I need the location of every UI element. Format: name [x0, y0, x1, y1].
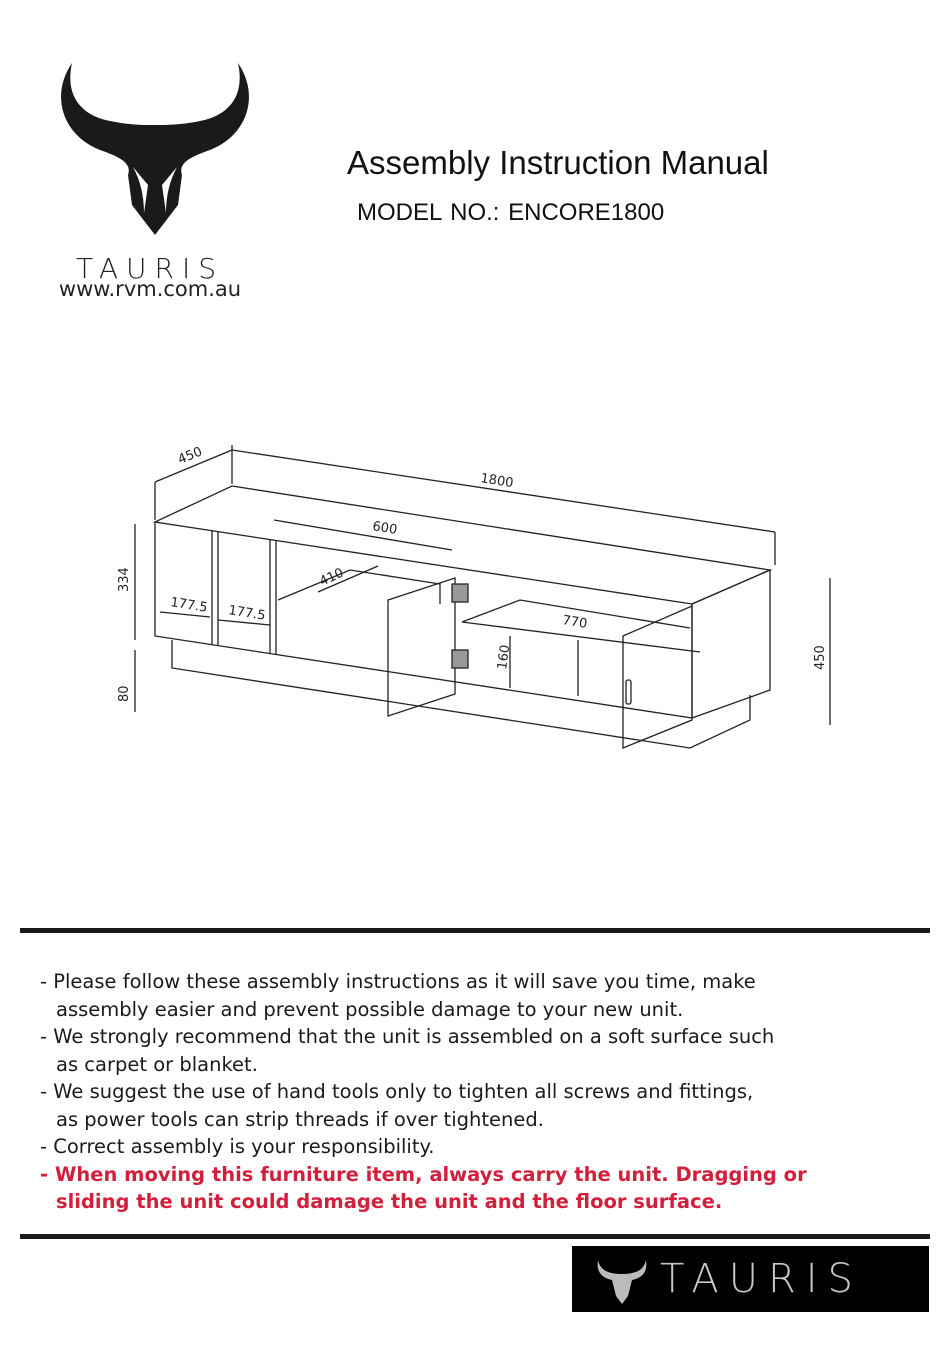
note-item: - We suggest the use of hand tools only to tighten all screws and fittings, as power tools can strip threads if over tightened.	[40, 1080, 754, 1131]
svg-text:770: 770	[561, 613, 589, 632]
bull-head-icon	[592, 1250, 652, 1310]
note-item: - We strongly recommend that the unit is assembled on a soft surface such as carpet or blanket.	[40, 1025, 775, 1076]
svg-text:177.5: 177.5	[169, 595, 209, 616]
brand-wordmark: TAURIS	[75, 252, 225, 285]
note-item: - Please follow these assembly instructions as it will save you time, make assembly easier and prevent possible damage to your new unit.	[40, 970, 756, 1021]
bull-head-icon	[40, 55, 270, 255]
svg-text:450: 450	[175, 444, 205, 468]
divider-bottom	[20, 1234, 930, 1239]
model-number: MODEL NO.: ENCORE1800	[357, 199, 665, 226]
note-item: - Correct assembly is your responsibility.	[40, 1135, 435, 1158]
svg-text:410: 410	[317, 565, 347, 590]
svg-text:334: 334	[117, 567, 132, 592]
svg-text:600: 600	[371, 519, 399, 538]
footer-wordmark: TAURIS	[660, 1256, 863, 1302]
svg-text:177.5: 177.5	[227, 603, 267, 624]
svg-text:160: 160	[495, 643, 514, 671]
warning-note: - When moving this furniture item, always carry the unit. Dragging or sliding the unit could damage the unit and the floor surface.	[40, 1162, 807, 1213]
product-dimension-diagram	[100, 430, 860, 760]
svg-text:80: 80	[117, 685, 132, 702]
svg-text:450: 450	[813, 645, 828, 670]
svg-text:1800: 1800	[479, 471, 515, 492]
brand-url: www.rvm.com.au	[58, 277, 242, 301]
page-title: Assembly Instruction Manual	[347, 144, 769, 181]
assembly-notes	[40, 968, 920, 1216]
divider-top	[20, 928, 930, 933]
